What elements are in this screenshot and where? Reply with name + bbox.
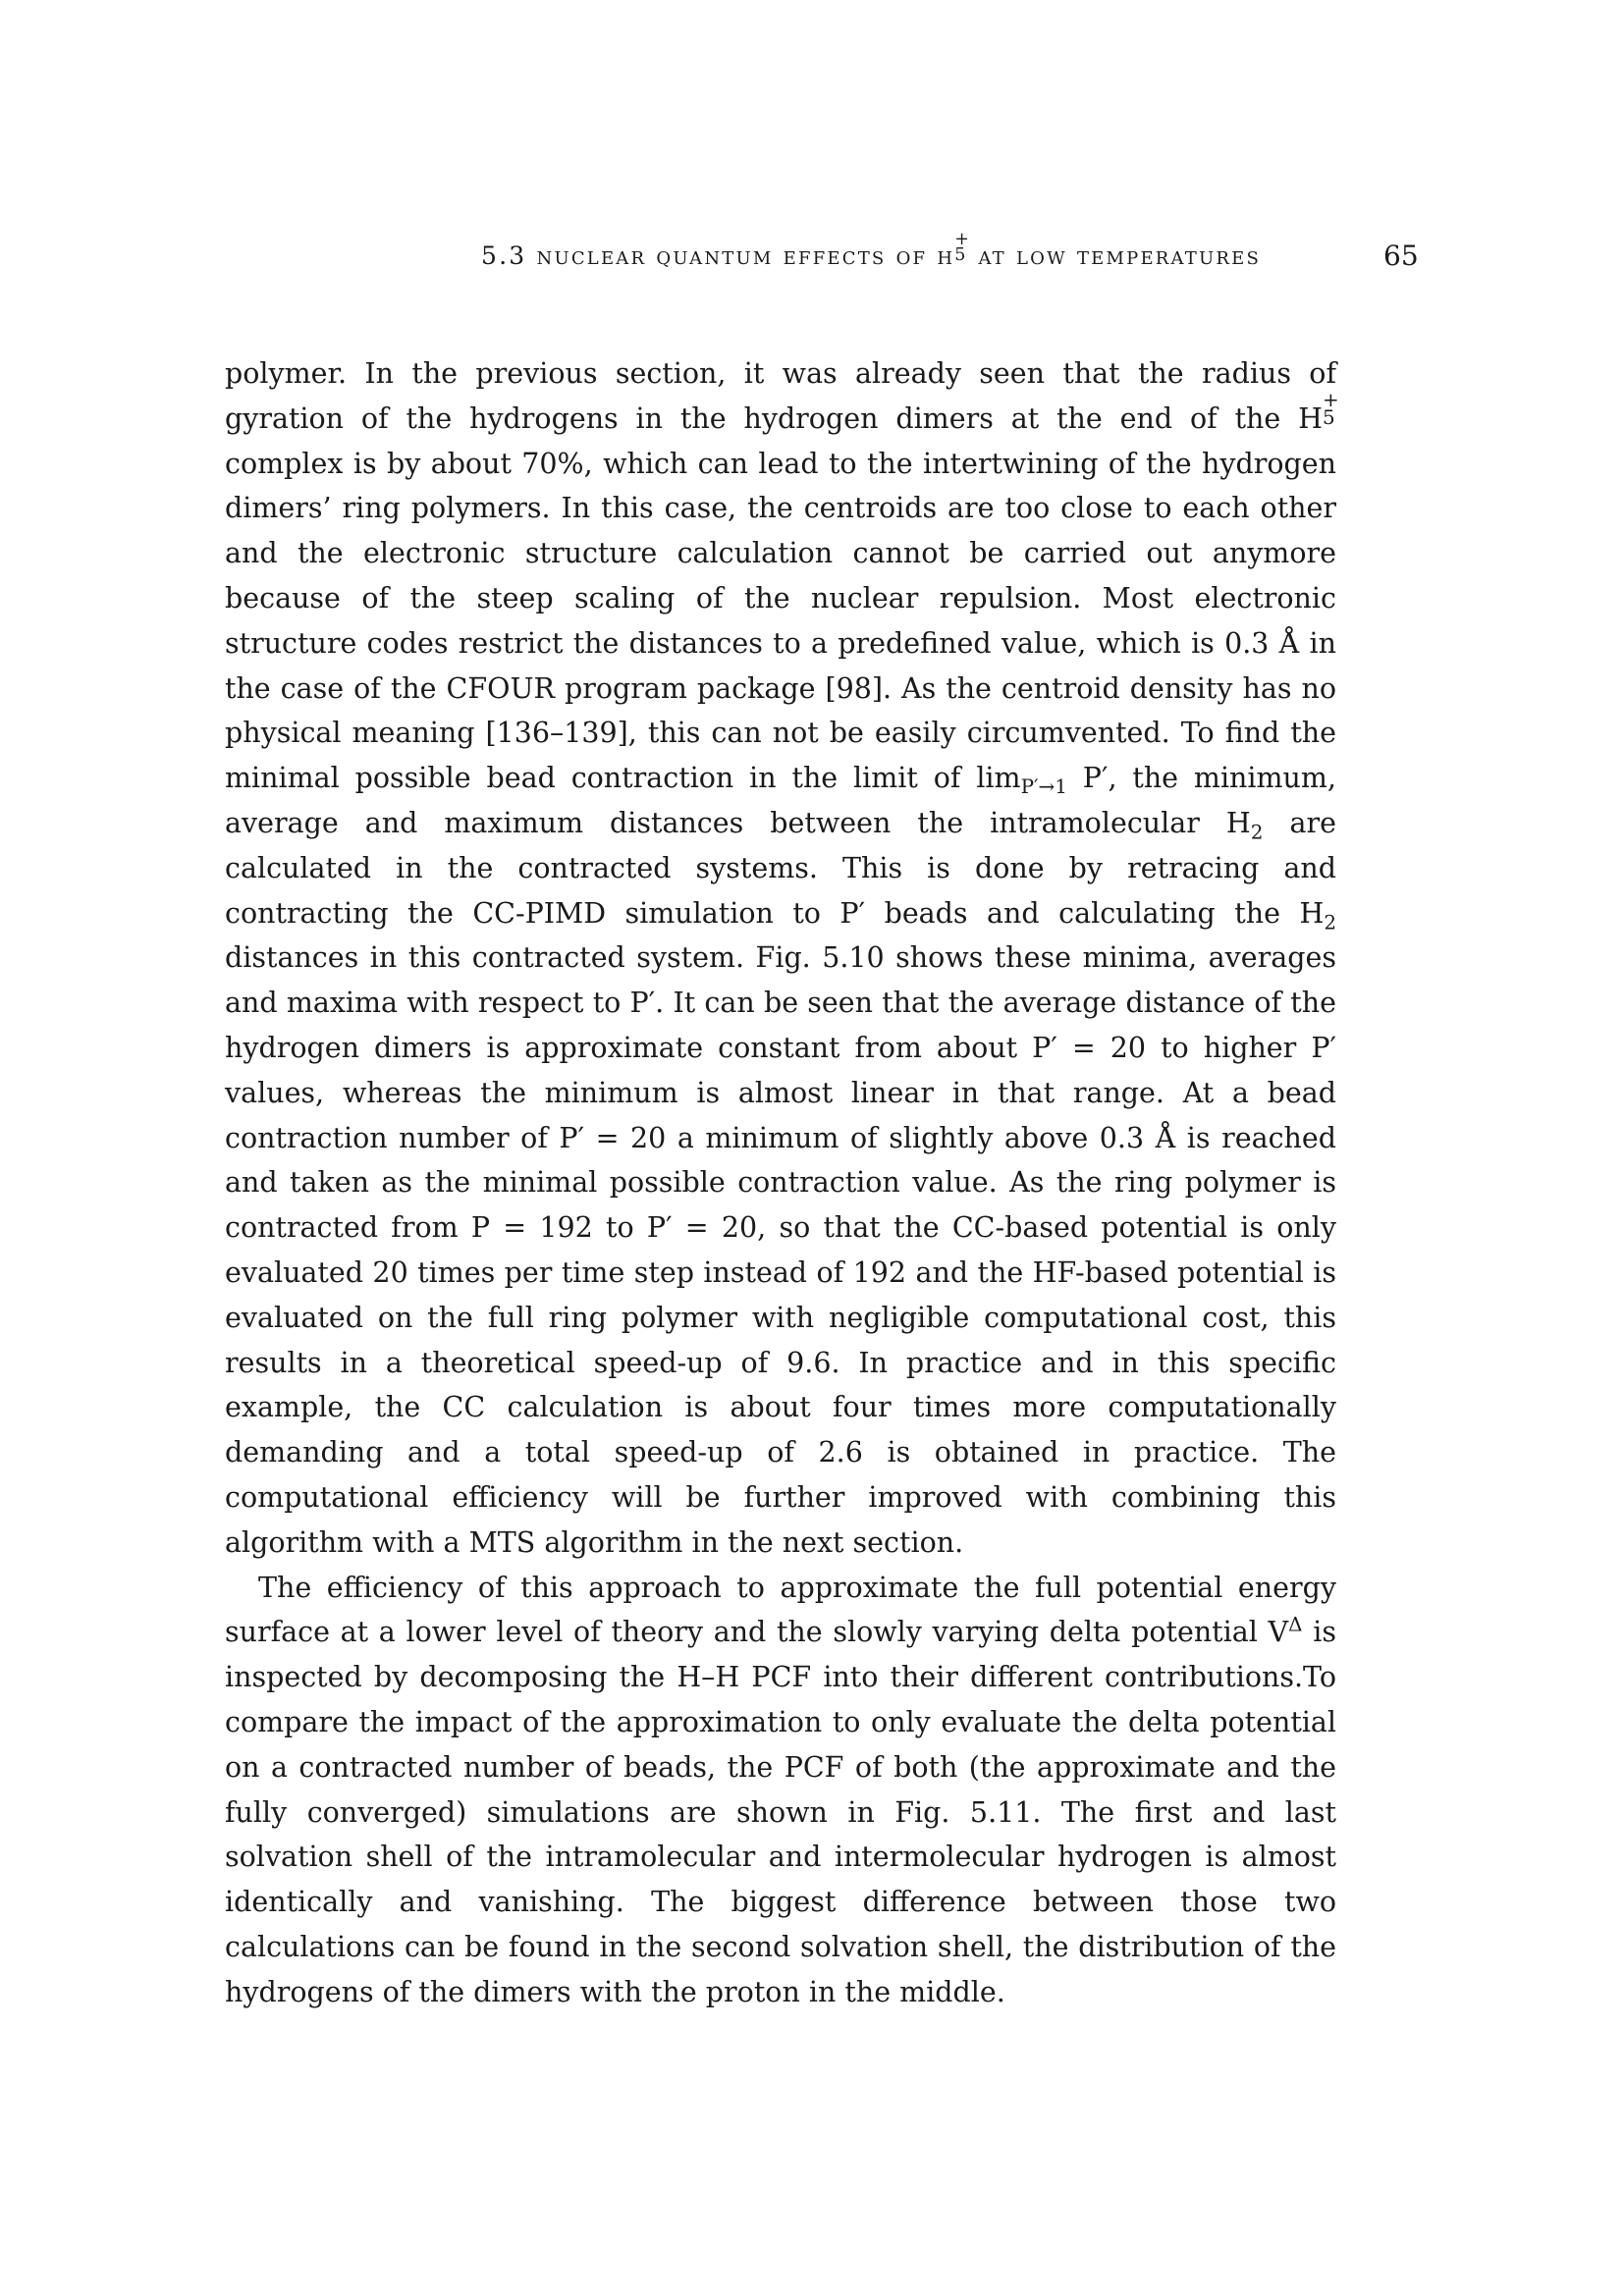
running-head	[481, 230, 1335, 270]
h2-formula: $H_2$	[1299, 896, 1336, 934]
running-head-ion: h + 5	[937, 230, 972, 270]
running-head-rest: at low temperatures	[978, 241, 1261, 270]
limit-expression: $\lim_{P'\to 1}$	[976, 762, 1067, 799]
delta-potential-symbol: $V^\Delta$	[1268, 1612, 1303, 1649]
h2-formula: $H_2$	[1225, 806, 1264, 844]
paragraph-2: The efficiency of this approach to approximate the full potential energy surface at a lower level of theory and the slowly varying delta potential $V^\Delta$ is inspected by decomposing the H–H PCF into their different contributions.To compare the impact of the approximation to only evaluate the delta potential on a contracted number of beads, the PCF of both (the approximate and the fully converged) simulations are shown in Fig. 5.11. The first and last solvation shell of the intramolecular and intermolecular hydrogen is almost identically and vanishing. The biggest difference between those two calculations can be found in the second solvation shell, the distribution of the hydrogens of the dimers with the proton in the middle.	[225, 1571, 1336, 2008]
h5-plus-formula: H + 5	[1298, 388, 1339, 435]
paragraph-1: polymer. In the previous section, it was already seen that the radius of gyration of the hydrogens in the hydrogen dimers at the end of the H + 5 complex is by about 70%, which can lead to the intertwining of the hydrogen dimers’ ring polymers. In this case, the centroids are too close to each other and the electronic structure calculation cannot be carried out anymore because of the steep scaling of the nuclear repulsion. Most electronic structure codes restrict the distances to a predefined value, which is 0.3 Å in the case of the CFOUR program package [98]. As the centroid density has no physical meaning [136–139], this can not be easily circumvented. To find the minimal possible bead contraction in the limit of $\lim_{P'\to 1} P'$, the minimum, average and maximum distances between the intramolecular $H_2$ are calculated in the contracted systems. This is done by retracing and contracting the CC-PIMD simulation to P′ beads and calculating the $H_2$ distances in this contracted system. Fig. 5.10 shows these minima, averages and maxima with respect to P′. It can be seen that the average distance of the hydrogen dimers is approximate constant from about P′ = 20 to higher P′ values, whereas the minimum is almost linear in that range. At a bead contraction number of P′ = 20 a minimum of slightly above 0.3 Å is reached and taken as the minimal possible contraction value. As the ring polymer is contracted from P = 192 to P′ = 20, so that the CC-based potential is only evaluated 20 times per time step instead of 192 and the HF-based potential is evaluated on the full ring polymer with negligible computational cost, this results in a theoretical speed-up of 9.6. In practice and in this specific example, the CC calculation is about four times more computationally demanding and a total speed-up of 2.6 is obtained in practice. The computational efficiency will be further improved with combining this algorithm with a MTS algorithm in the next section.	[225, 357, 1339, 1559]
body-text	[225, 351, 1339, 2014]
running-head-section: 5.3 nuclear quantum effects of	[481, 241, 928, 270]
page-number: 65	[1383, 240, 1419, 272]
